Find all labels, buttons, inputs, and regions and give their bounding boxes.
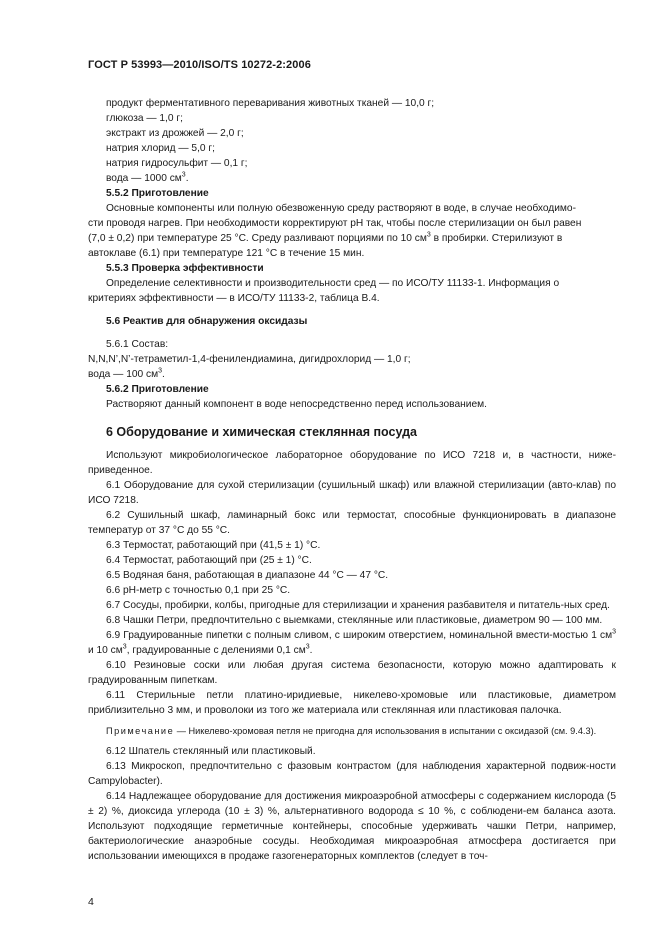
heading-5-6-2: 5.6.2 Приготовление xyxy=(106,384,209,395)
reagent-item: N,N,N’,N’-тетраметил-1,4-фенилендиамина, дигидрохлорид — 1,0 г; xyxy=(88,354,411,365)
item-6-6: 6.6 pH-метр с точностью 0,1 при 25 °С. xyxy=(106,585,291,596)
section-6-intro: Используют микробиологическое лабораторное оборудование по ИСО 7218 и, в частности, ниже-приведенное. xyxy=(88,450,616,476)
paragraph-5-6-2: Растворяют данный компонент в воде непосредственно перед использованием. xyxy=(106,399,487,410)
item-6-10: 6.10 Резиновые соски или любая другая система безопасности, которую можно адаптировать к градуированным пипеткам. xyxy=(88,660,616,686)
composition-item: глюкоза — 1,0 г; xyxy=(106,113,183,124)
item-6-3: 6.3 Термостат, работающий при (41,5 ± 1) °С. xyxy=(106,540,321,551)
note-text: — Никелево-хромовая петля не пригодна для использования в испытании с оксидазой (см. 9.4.3). xyxy=(174,726,597,736)
composition-item-water: вода — 1000 $см^3$. xyxy=(106,171,189,184)
composition-list xyxy=(88,96,616,186)
item-6-14: 6.14 Надлежащее оборудование для достижения микроаэробной атмосферы с содержанием кислорода (5 ± 2) %, диоксида углерода (10 ± 3) %, альтернативного водорода ≤ 10 %, с соблюдени-ем баланса азота. Используют подходящие герметичные контейнеры, способные удерживать чашки Петри, например, бактериологические анаэробные сосуды. Необходимая микроаэробная атмосфера достигается при использовании имеющихся в продаже газогенераторных комплектов (следует в точ- xyxy=(88,791,616,862)
item-6-9: 6.9 Градуированные пипетки с полным сливом, с широким отверстием, номинальной вмести-мостью 1 $см^3$ и 10 $см^3$, градуированные с делениями 0,1 $см^3$. xyxy=(88,628,616,656)
heading-5-5-3: 5.5.3 Проверка эффективности xyxy=(106,263,264,274)
note xyxy=(88,724,616,738)
composition-item: продукт ферментативного переваривания животных тканей — 10,0 г; xyxy=(106,98,435,109)
paragraph-5-5-3: Определение селективности и производительности сред — по ИСО/ТУ 11133-1. Информация о критериях эффективности — в ИСО/ТУ 11133-2, таблица В.4. xyxy=(88,278,560,304)
subsection-5-6-1: 5.6.1 Состав: xyxy=(106,339,169,350)
heading-5-5-2: 5.5.2 Приготовление xyxy=(106,188,209,199)
heading-5-6: 5.6 Реактив для обнаружения оксидазы xyxy=(106,316,308,327)
item-6-2: 6.2 Сушильный шкаф, ламинарный бокс или термостат, способные функционировать в диапазоне температур от 37 °С до 55 °С. xyxy=(88,510,616,536)
composition-item: экстракт из дрожжей — 2,0 г; xyxy=(106,128,244,139)
note-label: Примечание xyxy=(106,726,175,736)
item-6-4: 6.4 Термостат, работающий при (25 ± 1) °С. xyxy=(106,555,312,566)
page-number: 4 xyxy=(88,896,94,908)
item-6-5: 6.5 Водяная баня, работающая в диапазоне 44 °С — 47 °С. xyxy=(106,570,389,581)
composition-item: натрия гидросульфит — 0,1 г; xyxy=(106,158,248,169)
reagent-water: вода — 100 $см^3$. xyxy=(88,367,165,380)
item-6-8: 6.8 Чашки Петри, предпочтительно с выемками, стеклянные или пластиковые, диаметром 90 — 100 мм. xyxy=(106,615,603,626)
item-6-1: 6.1 Оборудование для сухой стерилизации (сушильный шкаф) или влажной стерилизации (авто-клав) по ИСО 7218. xyxy=(88,480,616,506)
paragraph-5-5-2: Основные компоненты или полную обезвоженную среду растворяют в воде, в случае необходимо- сти проводя нагрев. При необходимости корректируют pH так, чтобы после стерилизации он был равен (7,0 ± 0,2) при температуре 25 °С. Среду разливают порциями по 10 $см^3$ в пробирки. Стерилизуют в автоклаве (6.1) при температуре 121 °С в течение 15 мин. xyxy=(88,203,582,259)
item-6-13: 6.13 Микроскоп, предпочтительно с фазовым контрастом (для наблюдения характерной подвиж-ности Campylobacter). xyxy=(88,761,616,787)
document-header: ГОСТ Р 53993—2010/ISO/TS 10272-2:2006 xyxy=(88,59,311,71)
composition-item: натрия хлорид — 5,0 г; xyxy=(106,143,215,154)
item-6-7: 6.7 Сосуды, пробирки, колбы, пригодные для стерилизации и хранения разбавителя и питатель-ных сред. xyxy=(106,600,610,611)
item-6-12: 6.12 Шпатель стеклянный или пластиковый. xyxy=(106,746,316,757)
item-6-11: 6.11 Стерильные петли платино-иридиевые, никелево-хромовые или пластиковые, диаметром приблизительно 3 мм, и проволоки из того же материала или стеклянная или пластиковая палочка. xyxy=(88,690,616,716)
section-6-title: 6 Оборудование и химическая стеклянная посуда xyxy=(106,425,417,439)
